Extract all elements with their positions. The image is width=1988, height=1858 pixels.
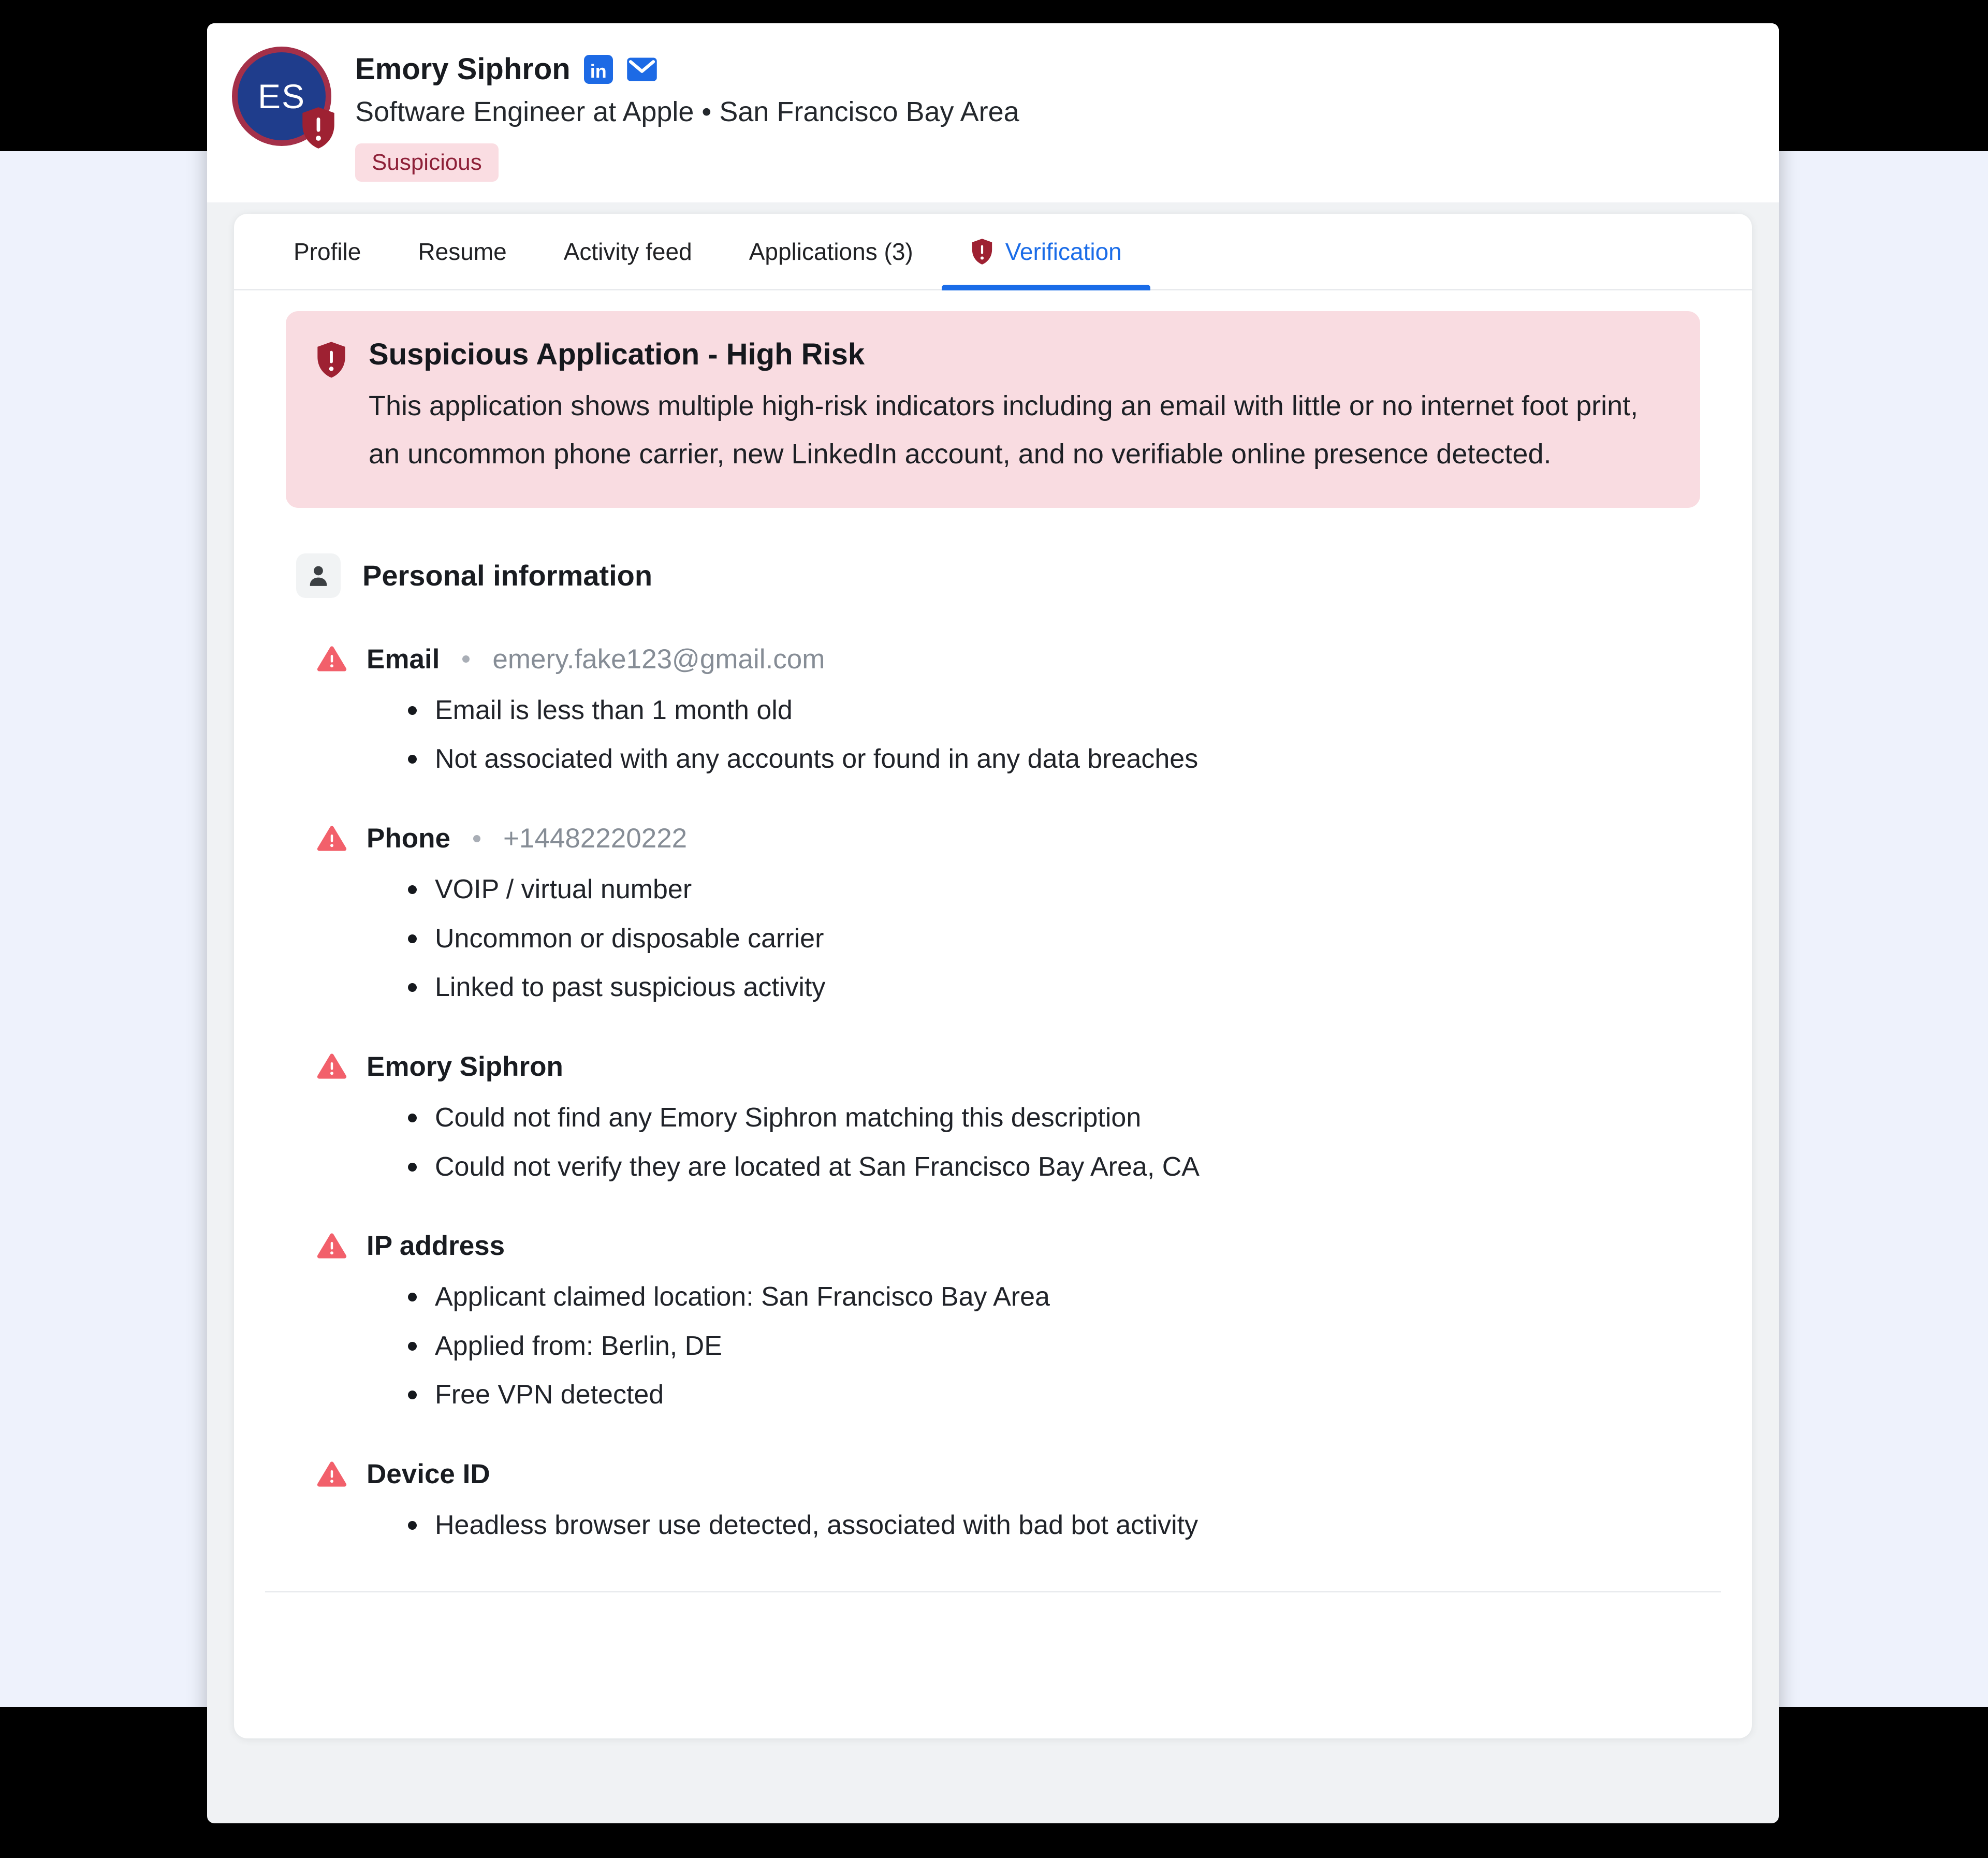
field-label: Phone bbox=[367, 823, 450, 854]
tab-applications[interactable]: Applications (3) bbox=[749, 238, 913, 265]
warning-triangle-icon bbox=[317, 1233, 347, 1260]
alert-shield-icon bbox=[315, 340, 348, 379]
ip-findings bbox=[405, 1279, 1721, 1413]
finding-item: Applicant claimed location: San Francisco Bay Area bbox=[405, 1279, 1721, 1315]
header-info bbox=[355, 47, 1019, 182]
body-area bbox=[207, 202, 1779, 1823]
avatar bbox=[232, 47, 331, 146]
section-divider bbox=[265, 1591, 1721, 1592]
finding-item: Linked to past suspicious activity bbox=[405, 970, 1721, 1005]
tab-verification[interactable]: Verification bbox=[942, 214, 1150, 289]
finding-item: Headless browser use detected, associated with bad bot activity bbox=[405, 1508, 1721, 1543]
verification-content bbox=[234, 290, 1752, 1592]
alert-body: This application shows multiple high-risk indicators including an email with little or no internet foot print, an uncommon phone carrier, new LinkedIn account, and no verifiable online presence detected. bbox=[369, 390, 1639, 470]
avatar-initials: ES bbox=[232, 47, 331, 146]
applicant-subtitle: Software Engineer at Apple • San Francisco Bay Area bbox=[355, 96, 1019, 127]
ip-address-field bbox=[317, 1230, 1721, 1262]
finding-item: Not associated with any accounts or found in any data breaches bbox=[405, 741, 1721, 777]
email-findings bbox=[405, 693, 1721, 777]
alert-title: Suspicious Application - High Risk bbox=[369, 338, 865, 371]
avatar-alert-shield-icon bbox=[299, 106, 338, 150]
finding-item: Could not find any Emory Siphron matching this description bbox=[405, 1100, 1721, 1136]
finding-item: VOIP / virtual number bbox=[405, 872, 1721, 908]
field-label: Email bbox=[367, 643, 440, 675]
warning-triangle-icon bbox=[317, 1053, 347, 1080]
profile-header bbox=[207, 23, 1779, 202]
phone-value: +14482220222 bbox=[503, 823, 688, 854]
finding-item: Applied from: Berlin, DE bbox=[405, 1328, 1721, 1364]
field-label: IP address bbox=[367, 1231, 505, 1262]
separator-dot bbox=[473, 835, 480, 842]
applicant-profile-window bbox=[207, 23, 1779, 1823]
email-value: emery.fake123@gmail.com bbox=[492, 643, 825, 675]
finding-item: Could not verify they are located at San Francisco Bay Area, CA bbox=[405, 1149, 1721, 1185]
finding-item: Uncommon or disposable carrier bbox=[405, 921, 1721, 957]
warning-triangle-icon bbox=[317, 1461, 347, 1488]
tab-activity-feed[interactable]: Activity feed bbox=[563, 238, 692, 265]
field-label: Emory Siphron bbox=[367, 1051, 563, 1082]
tab-resume[interactable]: Resume bbox=[418, 238, 507, 265]
phone-field bbox=[317, 823, 1721, 854]
tabs-row bbox=[234, 214, 1752, 290]
person-icon bbox=[296, 553, 341, 598]
alert-shield-icon bbox=[970, 238, 994, 266]
verification-card bbox=[234, 214, 1752, 1738]
status-badge: Suspicious bbox=[355, 143, 499, 182]
tab-profile[interactable]: Profile bbox=[294, 238, 361, 265]
name-check-field bbox=[317, 1051, 1721, 1082]
mail-icon[interactable] bbox=[626, 57, 657, 82]
linkedin-icon[interactable]: in bbox=[584, 55, 613, 84]
finding-item: Free VPN detected bbox=[405, 1377, 1721, 1413]
separator-dot bbox=[462, 655, 470, 663]
applicant-name: Emory Siphron bbox=[355, 52, 571, 86]
device-findings bbox=[405, 1508, 1721, 1543]
name-findings bbox=[405, 1100, 1721, 1184]
section-title: Personal information bbox=[362, 559, 653, 592]
finding-item: Email is less than 1 month old bbox=[405, 693, 1721, 728]
phone-findings bbox=[405, 872, 1721, 1005]
field-label: Device ID bbox=[367, 1459, 490, 1490]
email-field bbox=[317, 643, 1721, 675]
device-id-field bbox=[317, 1458, 1721, 1490]
high-risk-alert bbox=[286, 311, 1700, 508]
personal-information-section bbox=[296, 553, 1721, 598]
warning-triangle-icon bbox=[317, 825, 347, 852]
warning-triangle-icon bbox=[317, 646, 347, 672]
